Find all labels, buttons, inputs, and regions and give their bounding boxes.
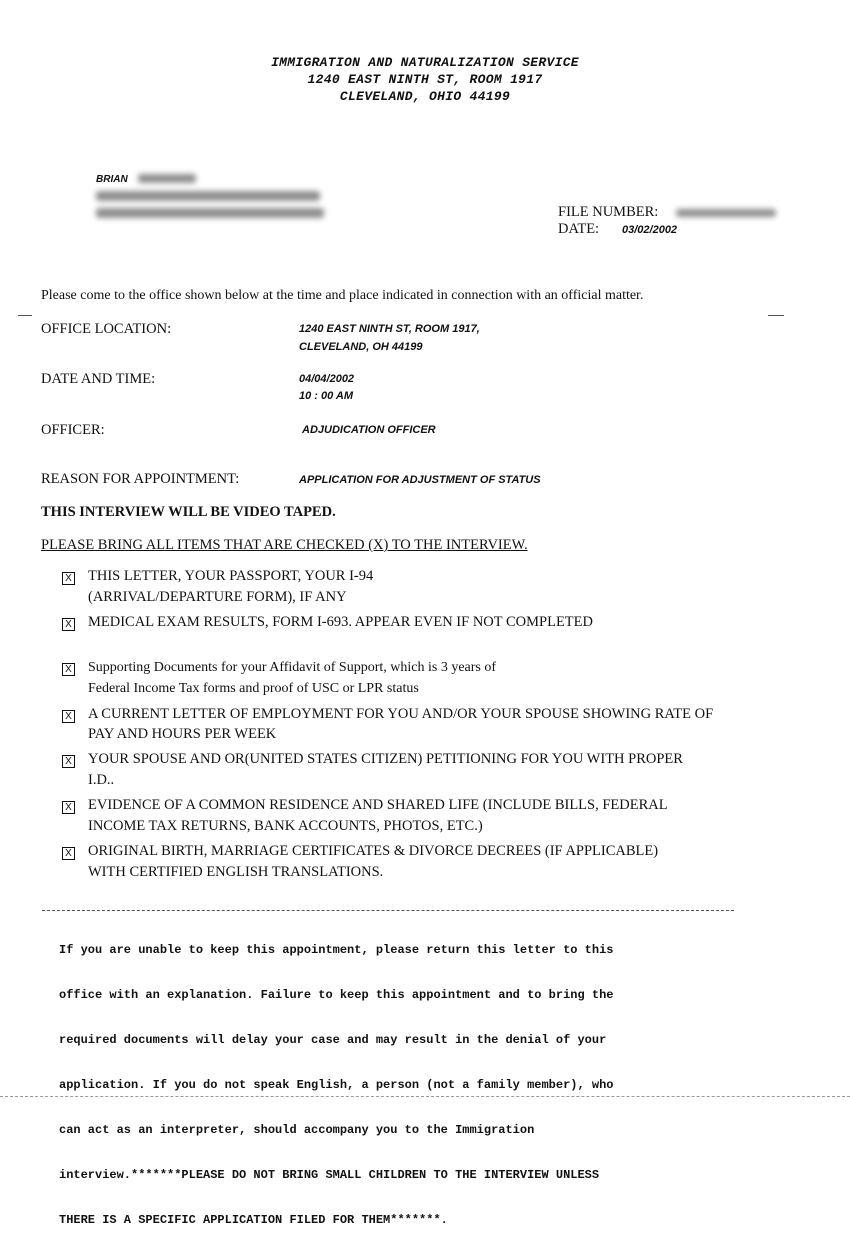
date-time-label: DATE AND TIME: (41, 371, 156, 387)
footer-line: interview.*******PLEASE DO NOT BRING SMALL CHILDREN TO THE INTERVIEW UNLESS (59, 1168, 600, 1182)
item-text-line2: INCOME TAX RETURNS, BANK ACCOUNTS, PHOTOS, ETC.) (88, 818, 483, 834)
item-text-line2: (ARRIVAL/DEPARTURE FORM), IF ANY (88, 589, 347, 605)
item-text-line1: THIS LETTER, YOUR PASSPORT, YOUR I-94 (88, 568, 374, 584)
footer-notice (59, 913, 614, 1243)
item-text-line2: WITH CERTIFIED ENGLISH TRANSLATIONS. (88, 864, 384, 880)
agency-address: 1240 EAST NINTH ST, ROOM 1917 (307, 72, 543, 87)
footer-line: can act as an interpreter, should accompany you to the Immigration (59, 1123, 535, 1137)
item-text-line1: ORIGINAL BIRTH, MARRIAGE CERTIFICATES & DIVORCE DECREES (IF APPLICABLE) (88, 843, 659, 859)
office-location-line2: CLEVELAND, OH 44199 (299, 341, 423, 353)
office-location-label: OFFICE LOCATION: (41, 321, 172, 337)
footer-line: THERE IS A SPECIFIC APPLICATION FILED FOR THEM*******. (59, 1213, 448, 1227)
appointment-date: 04/04/2002 (299, 373, 355, 385)
checkbox-checked: X (62, 847, 75, 860)
item-text-line2: Federal Income Tax forms and proof of USC or LPR status (88, 681, 419, 696)
item-text-line1: A CURRENT LETTER OF EMPLOYMENT FOR YOU AND/OR YOUR SPOUSE SHOWING RATE OF (88, 706, 714, 722)
footer-line: application. If you do not speak English, a person (not a family member), who (59, 1078, 614, 1092)
redacted-address-line2 (96, 208, 324, 218)
office-location-line1: 1240 EAST NINTH ST, ROOM 1917, (299, 323, 480, 335)
officer-value: ADJUDICATION OFFICER (302, 424, 436, 436)
reason-value: APPLICATION FOR ADJUSTMENT OF STATUS (299, 474, 541, 486)
checkbox-checked: X (62, 618, 75, 631)
bring-items-heading: PLEASE BRING ALL ITEMS THAT ARE CHECKED (X) TO THE INTERVIEW. (41, 537, 528, 553)
redacted-address-line1 (96, 191, 320, 201)
video-notice: THIS INTERVIEW WILL BE VIDEO TAPED. (41, 504, 336, 520)
date-label: DATE: (558, 221, 600, 237)
footer-separator (42, 910, 734, 911)
file-number-label: FILE NUMBER: (558, 204, 659, 220)
appointment-time: 10 : 00 AM (299, 390, 354, 402)
officer-label: OFFICER: (41, 422, 105, 438)
item-text-line2: PAY AND HOURS PER WEEK (88, 726, 277, 742)
checkbox-checked: X (62, 663, 75, 676)
redacted-surname (138, 174, 196, 183)
recipient-name: BRIAN (96, 174, 128, 185)
footer-line: If you are unable to keep this appointment, please return this letter to this (59, 943, 614, 957)
reason-label: REASON FOR APPOINTMENT: (41, 471, 240, 487)
agency-name: IMMIGRATION AND NATURALIZATION SERVICE (271, 55, 579, 70)
agency-city: CLEVELAND, OHIO 44199 (339, 89, 511, 104)
redacted-file-number (676, 209, 776, 217)
scan-edge-line (0, 1096, 850, 1097)
item-text-line1: MEDICAL EXAM RESULTS, FORM I-693. APPEAR EVEN IF NOT COMPLETED (88, 614, 593, 630)
checkbox-checked: X (62, 755, 75, 768)
intro-text: Please come to the office shown below at the time and place indicated in connection with an official matter. (41, 288, 644, 303)
footer-line: required documents will delay your case and may result in the denial of your (59, 1033, 607, 1047)
margin-dash-right (768, 315, 784, 316)
item-text-line1: Supporting Documents for your Affidavit of Support, which is 3 years of (88, 660, 497, 675)
item-text-line2: I.D.. (88, 772, 115, 788)
item-text-line1: EVIDENCE OF A COMMON RESIDENCE AND SHARED LIFE (INCLUDE BILLS, FEDERAL (88, 797, 668, 813)
checkbox-checked: X (62, 710, 75, 723)
letter-date: 03/02/2002 (622, 224, 678, 236)
checkbox-checked: X (62, 801, 75, 814)
checkbox-checked: X (62, 572, 75, 585)
footer-line: office with an explanation. Failure to keep this appointment and to bring the (59, 988, 614, 1002)
margin-dash-left (18, 315, 32, 316)
item-text-line1: YOUR SPOUSE AND OR(UNITED STATES CITIZEN) PETITIONING FOR YOU WITH PROPER (88, 751, 683, 767)
